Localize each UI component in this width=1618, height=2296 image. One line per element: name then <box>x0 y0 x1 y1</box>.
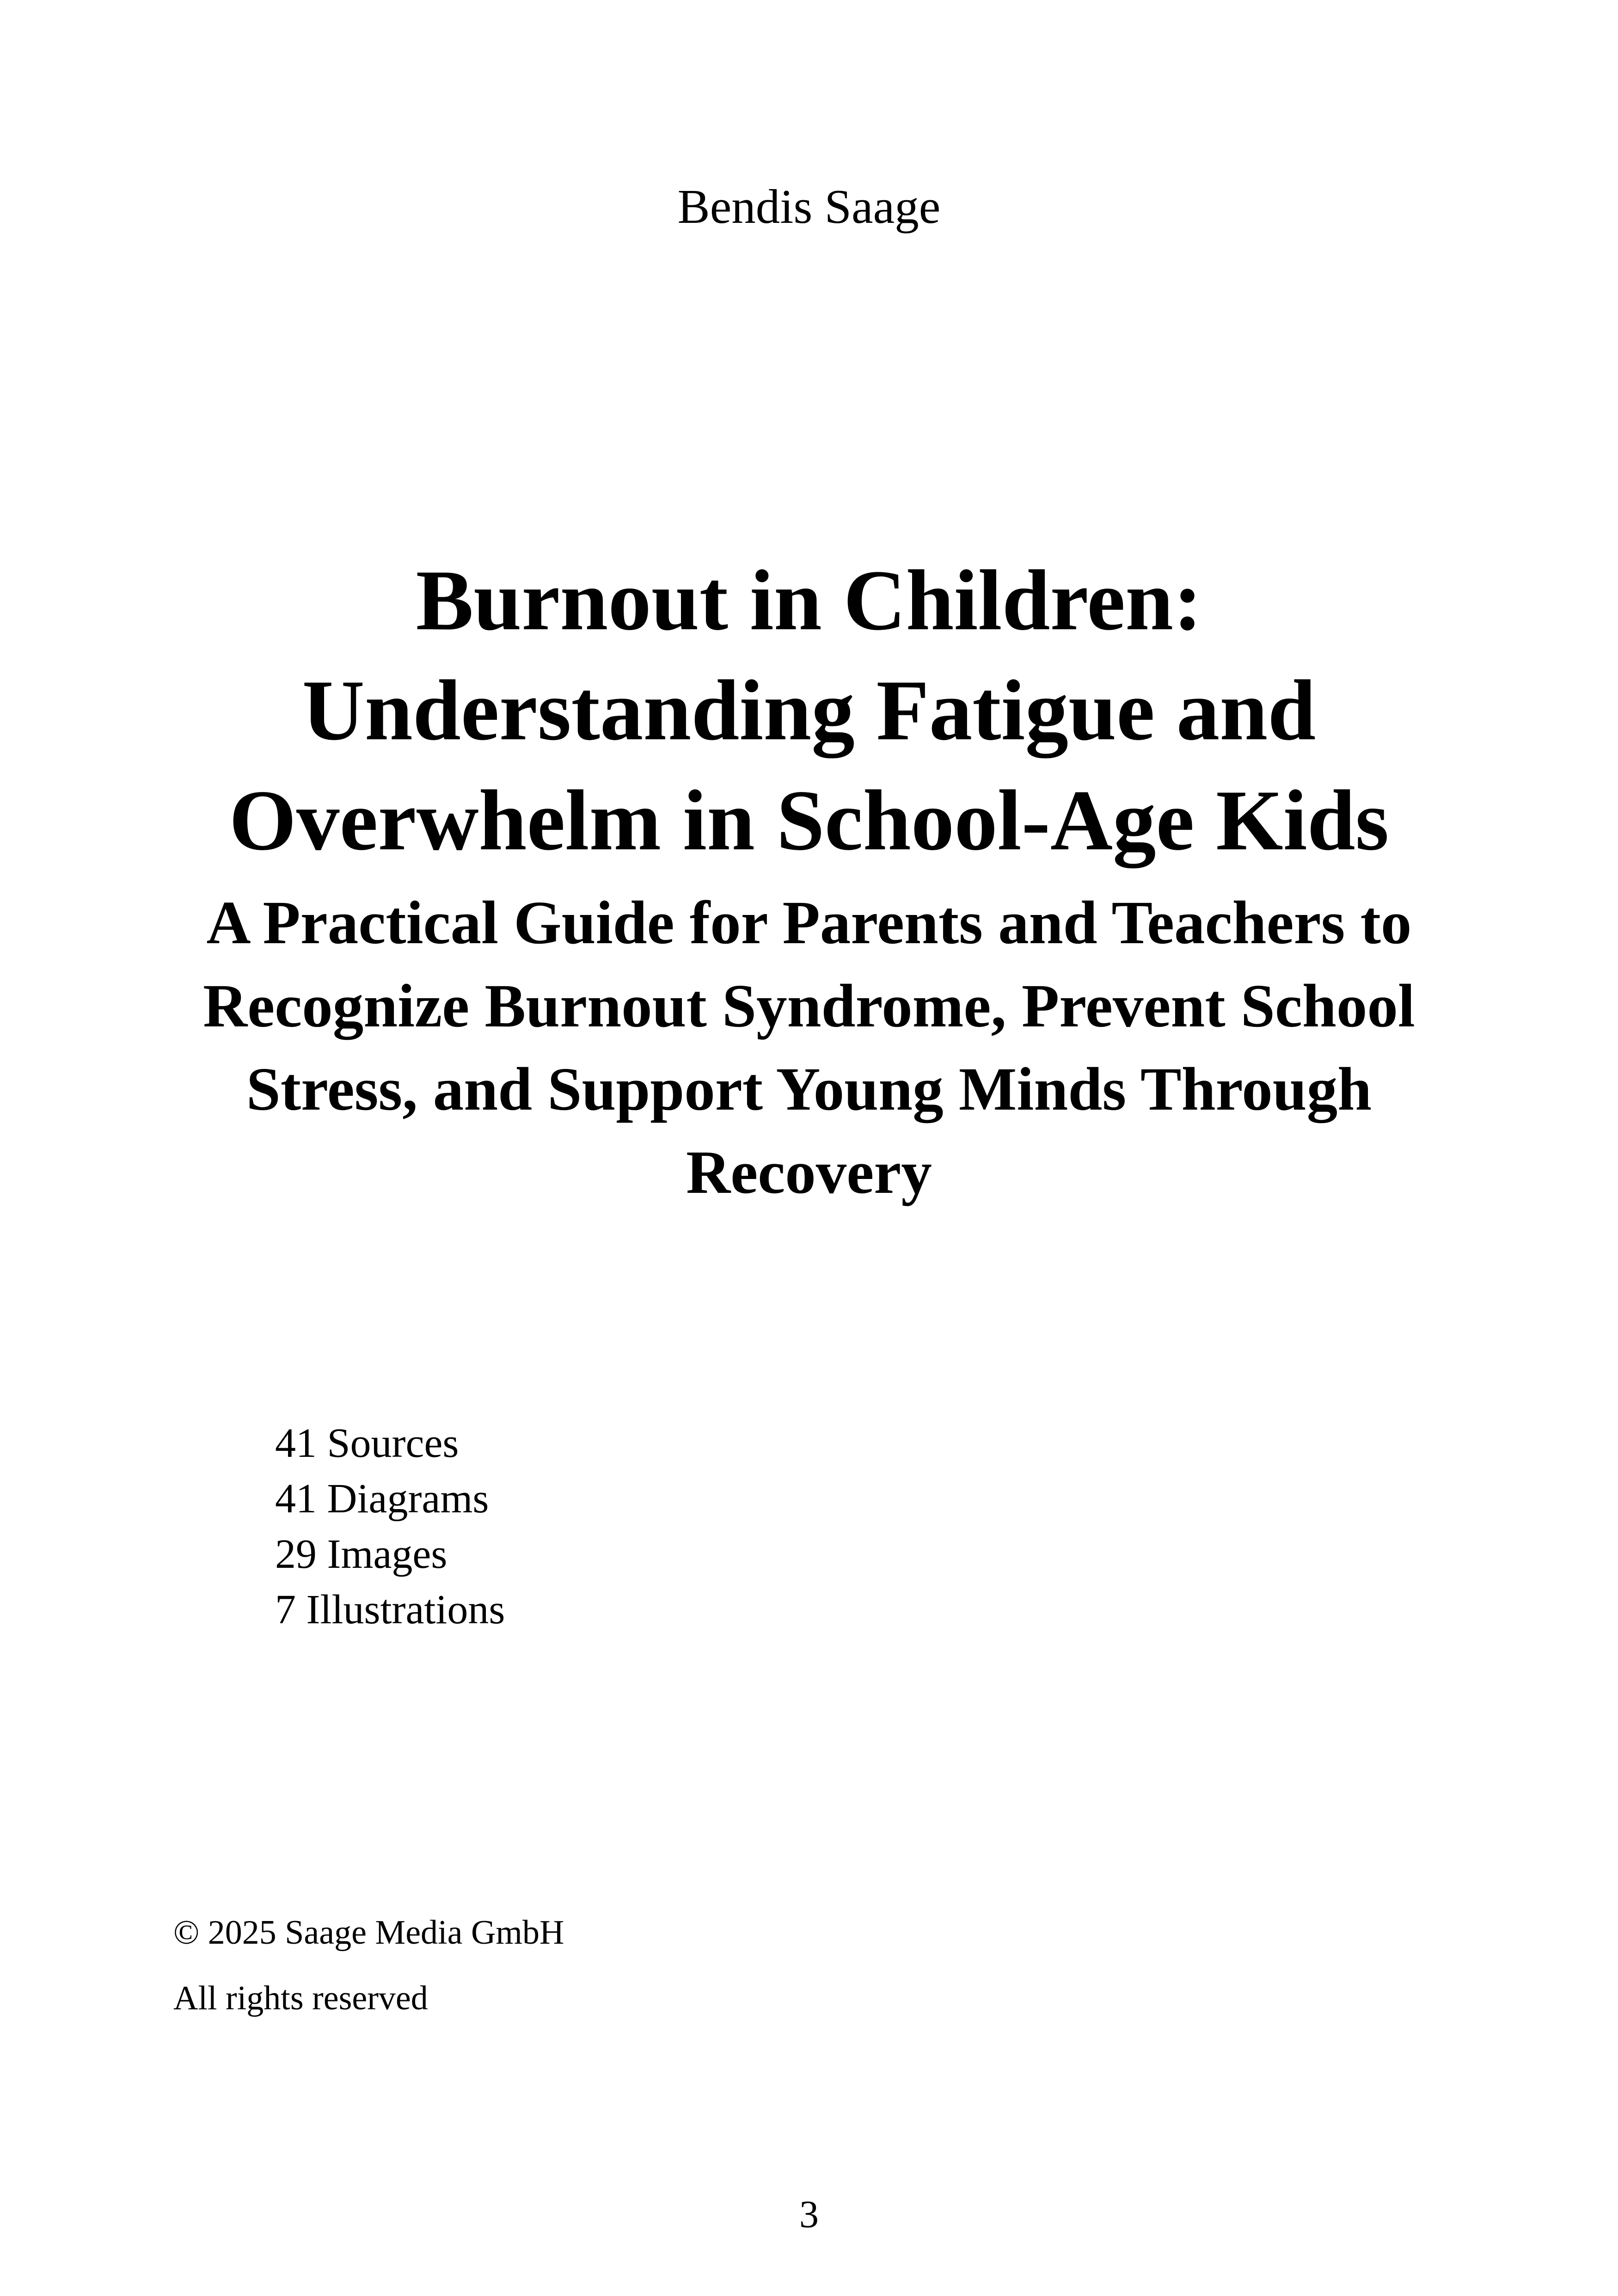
title-line: Understanding Fatigue and <box>302 663 1316 758</box>
book-title <box>116 546 1502 876</box>
subtitle-line: Recovery <box>686 1138 932 1206</box>
author-name: Bendis Saage <box>677 179 941 233</box>
copyright-notice: © 2025 Saage Media GmbH <box>173 1914 564 1952</box>
page-number: 3 <box>799 2193 819 2236</box>
title-line: Overwhelm in School-Age Kids <box>229 773 1389 868</box>
stat-diagrams: 41 Diagrams <box>275 1476 489 1522</box>
title-line: Burnout in Children: <box>416 553 1202 648</box>
subtitle-line: A Practical Guide for Parents and Teachers to <box>206 888 1412 957</box>
stat-images: 29 Images <box>275 1531 447 1577</box>
subtitle-line: Recognize Burnout Syndrome, Prevent School <box>203 971 1415 1040</box>
stat-sources: 41 Sources <box>275 1420 459 1466</box>
rights-notice: All rights reserved <box>173 1979 428 2017</box>
subtitle-line: Stress, and Support Young Minds Through <box>246 1055 1372 1123</box>
stat-illustrations: 7 Illustrations <box>275 1587 505 1633</box>
book-subtitle <box>139 881 1479 1214</box>
content-stats-list <box>275 1416 505 1638</box>
